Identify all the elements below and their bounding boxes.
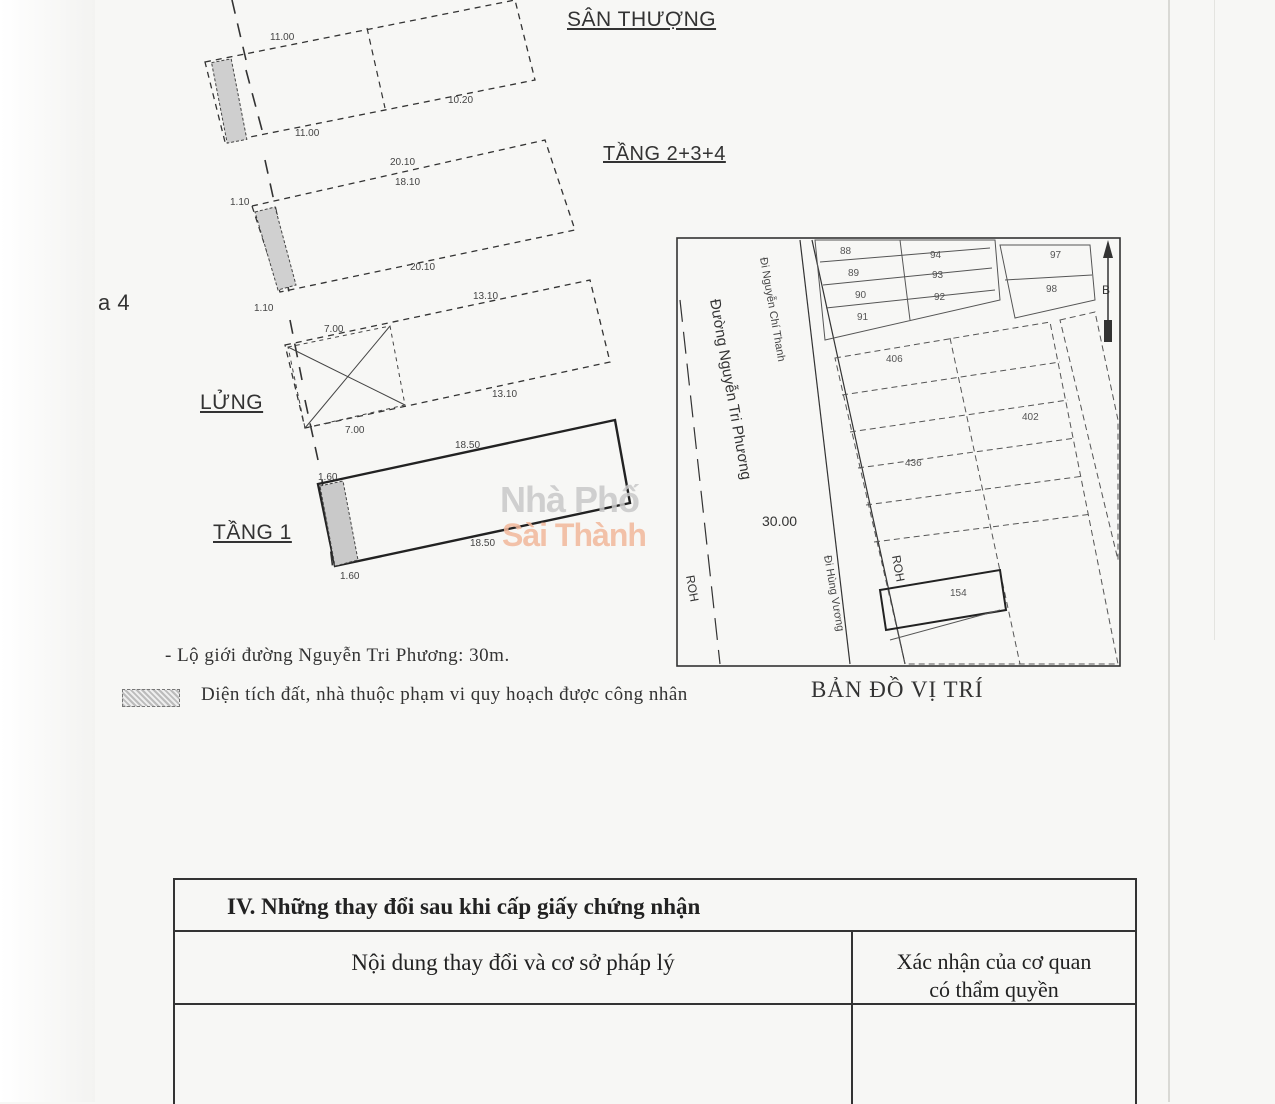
- lot-93: 93: [932, 270, 944, 281]
- roh-label-right: ROH: [889, 554, 908, 583]
- street-side-2-label: Đi Hùng Vương: [821, 554, 847, 633]
- column-header-content: Nội dung thay đổi và cơ sở pháp lý: [351, 950, 675, 975]
- note-road-boundary: - Lộ giới đường Nguyễn Tri Phương: 30m.: [165, 645, 510, 666]
- side-fragment-text: a 4: [98, 290, 131, 315]
- dim-tang1-side2: 1.60: [340, 571, 360, 582]
- dim-tang1-side: 1.60: [318, 472, 338, 483]
- lot-88: 88: [840, 246, 852, 257]
- floor-label-tang-1: TẦNG 1: [213, 521, 292, 544]
- table-divider: [175, 930, 1135, 932]
- plan-san-thuong: [205, 0, 535, 143]
- dim-tang234-top: 20.10: [390, 157, 416, 168]
- dim-san-thuong-bottom2: 11.00: [295, 128, 320, 139]
- watermark-line-2: Sài Thành: [502, 517, 646, 553]
- changes-table: [173, 878, 1137, 1104]
- dim-tang1-bottom: 18.50: [470, 538, 496, 549]
- dim-tang234-side: 1.10: [230, 197, 250, 208]
- dim-lung-bottom: 13.10: [492, 389, 518, 400]
- column-header-confirm: [853, 948, 1135, 1004]
- dim-tang234-inner: 18.10: [395, 177, 421, 188]
- dim-lung-top: 7.00: [324, 324, 344, 335]
- column-header-confirm-line1: Xác nhận của cơ quan: [896, 949, 1092, 974]
- map-title: BẢN ĐỒ VỊ TRÍ: [811, 677, 984, 702]
- floor-label-san-thuong: SÂN THƯỢNG: [567, 8, 717, 31]
- roh-label-left: ROH: [683, 574, 702, 603]
- table-title: IV. Những thay đổi sau khi cấp giấy chứng nhận: [227, 894, 701, 919]
- lot-89: 89: [848, 268, 860, 279]
- street-main-label: Đường Nguyễn Tri Phương: [706, 297, 755, 482]
- plan-lung: [285, 280, 610, 436]
- lot-154: 154: [950, 588, 967, 599]
- lot-97: 97: [1050, 250, 1062, 261]
- lot-91: 91: [857, 312, 869, 323]
- dim-tang1-top: 18.50: [455, 440, 481, 451]
- dim-san-thuong-top: 11.00: [270, 32, 295, 43]
- north-label: B: [1102, 283, 1111, 297]
- lot-406: 406: [886, 354, 903, 365]
- lot-436: 436: [905, 458, 922, 469]
- column-header-confirm-line2: có thẩm quyền: [929, 977, 1059, 1002]
- dim-lung-top2: 13.10: [473, 291, 499, 302]
- legend-text: Diện tích đất, nhà thuộc phạm vi quy hoạch được công nhân: [201, 684, 688, 705]
- lot-90: 90: [855, 290, 867, 301]
- plan-tang-234: [230, 140, 575, 314]
- dim-lung-bottom2: 7.00: [345, 425, 365, 436]
- location-map: [677, 238, 1120, 666]
- lot-92: 92: [934, 292, 946, 303]
- legend-swatch: [122, 689, 180, 707]
- floor-label-tang-234: TẦNG 2+3+4: [603, 143, 726, 165]
- lot-98: 98: [1046, 284, 1058, 295]
- watermark-line-1: Nhà Phố: [500, 479, 640, 520]
- floor-label-lung: LỬNG: [200, 391, 264, 414]
- lot-94: 94: [930, 250, 942, 261]
- dim-san-thuong-bottom: 10.20: [448, 95, 474, 106]
- dim-tang234-bottom: 20.10: [410, 262, 436, 273]
- street-side-1-label: Đi Nguyễn Chí Thanh: [757, 256, 788, 363]
- dim-tang234-side2: 1.10: [254, 303, 274, 314]
- street-width-label: 30.00: [762, 513, 798, 529]
- lot-402: 402: [1022, 412, 1039, 423]
